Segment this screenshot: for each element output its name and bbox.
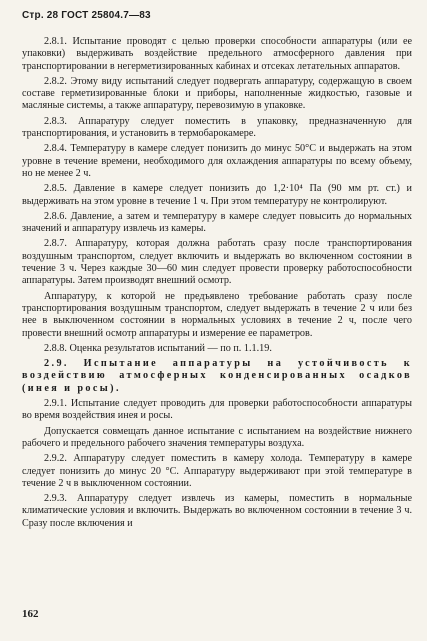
section-heading-2-9: 2.9. Испытание аппаратуры на устойчивость к воздействию атмосферных конденсированных осадков (инея и росы). [22, 358, 412, 394]
page-header: Стр. 28 ГОСТ 25804.7—83 [22, 10, 151, 21]
page-number: 162 [22, 608, 39, 620]
paragraph-2-8-1: 2.8.1. Испытание проводят с целью проверки способности аппаратуры (или ее упаковки) выдерживать воздействие предельного атмосферного давления при транспортировании в негерметизированных кабинах и отсеках летательных аппаратов. [22, 36, 412, 72]
paragraph-2-8-2: 2.8.2. Этому виду испытаний следует подвергать аппаратуру, содержащую в своем составе герметизированные блоки и приборы, наполненные жидкостью, газовые и масляные системы, а также аппаратуру, перевозимую в упаковке. [22, 75, 412, 112]
paragraph-2-8-7: 2.8.7. Аппаратуру, которая должна работать сразу после транспортирования воздушным транспортом, следует включить и выдержать во включенном состоянии в течение 3 ч. Через каждые 30—60 мин следует провести проверку работоспособности аппаратуры. Затем производят внешний осмотр. [22, 238, 412, 287]
paragraph-2-9-3: 2.9.3. Аппаратуру следует извлечь из камеры, поместить в нормальные климатические условия и включить. Выдержать во включенном состоянии в течение 3 ч. Сразу после включения и [22, 493, 412, 529]
paragraph-2-8-7-continued: Аппаратуру, к которой не предъявлено требование работать сразу после транспортирования воздушным транспортом, следует выдержать в течение 2 ч или без нее в выключенном состоянии в нормальных условиях в течение 2 ч, после чего провести внешний осмотр аппаратуры и измерение ее параметров. [22, 290, 412, 339]
paragraph-2-8-8: 2.8.8. Оценка результатов испытаний — по п. 1.1.19. [44, 342, 272, 354]
paragraph-2-8-4: 2.8.4. Температуру в камере следует понизить до минус 50°С и выдержать на этом уровне в течение времени, необходимого для охлаждения аппаратуры по всему объему, но не менее 2 ч. [22, 143, 412, 179]
paragraph-2-9-1: 2.9.1. Испытание следует проводить для проверки работоспособности аппаратуры во время воздействия инея и росы. [22, 398, 412, 422]
document-body [22, 36, 412, 533]
paragraph-2-8-6: 2.8.6. Давление, а затем и температуру в камере следует повысить до нормальных значений и аппаратуру извлечь из камеры. [22, 210, 412, 235]
paragraph-2-8-5: 2.8.5. Давление в камере следует понизить до 1,2·10⁴ Па (90 мм рт. ст.) и выдерживать на этом уровне в течение 1 ч. При этом температуру не контролируют. [22, 183, 412, 207]
paragraph-2-9-2: 2.9.2. Аппаратуру следует поместить в камеру холода. Температуру в камере следует понизить до минус 20 °С. Аппаратуру выдерживают при этой температуре в течение 2 ч в выключенном состоянии. [22, 453, 412, 489]
paragraph-2-8-3: 2.8.3. Аппаратуру следует поместить в упаковку, предназначенную для транспортирования, и установить в термобарокамере. [22, 115, 412, 140]
paragraph-2-9-1-note: Допускается совмещать данное испытание с испытанием на воздействие нижнего рабочего и предельного рабочего значения температуры воздуха. [22, 425, 412, 449]
